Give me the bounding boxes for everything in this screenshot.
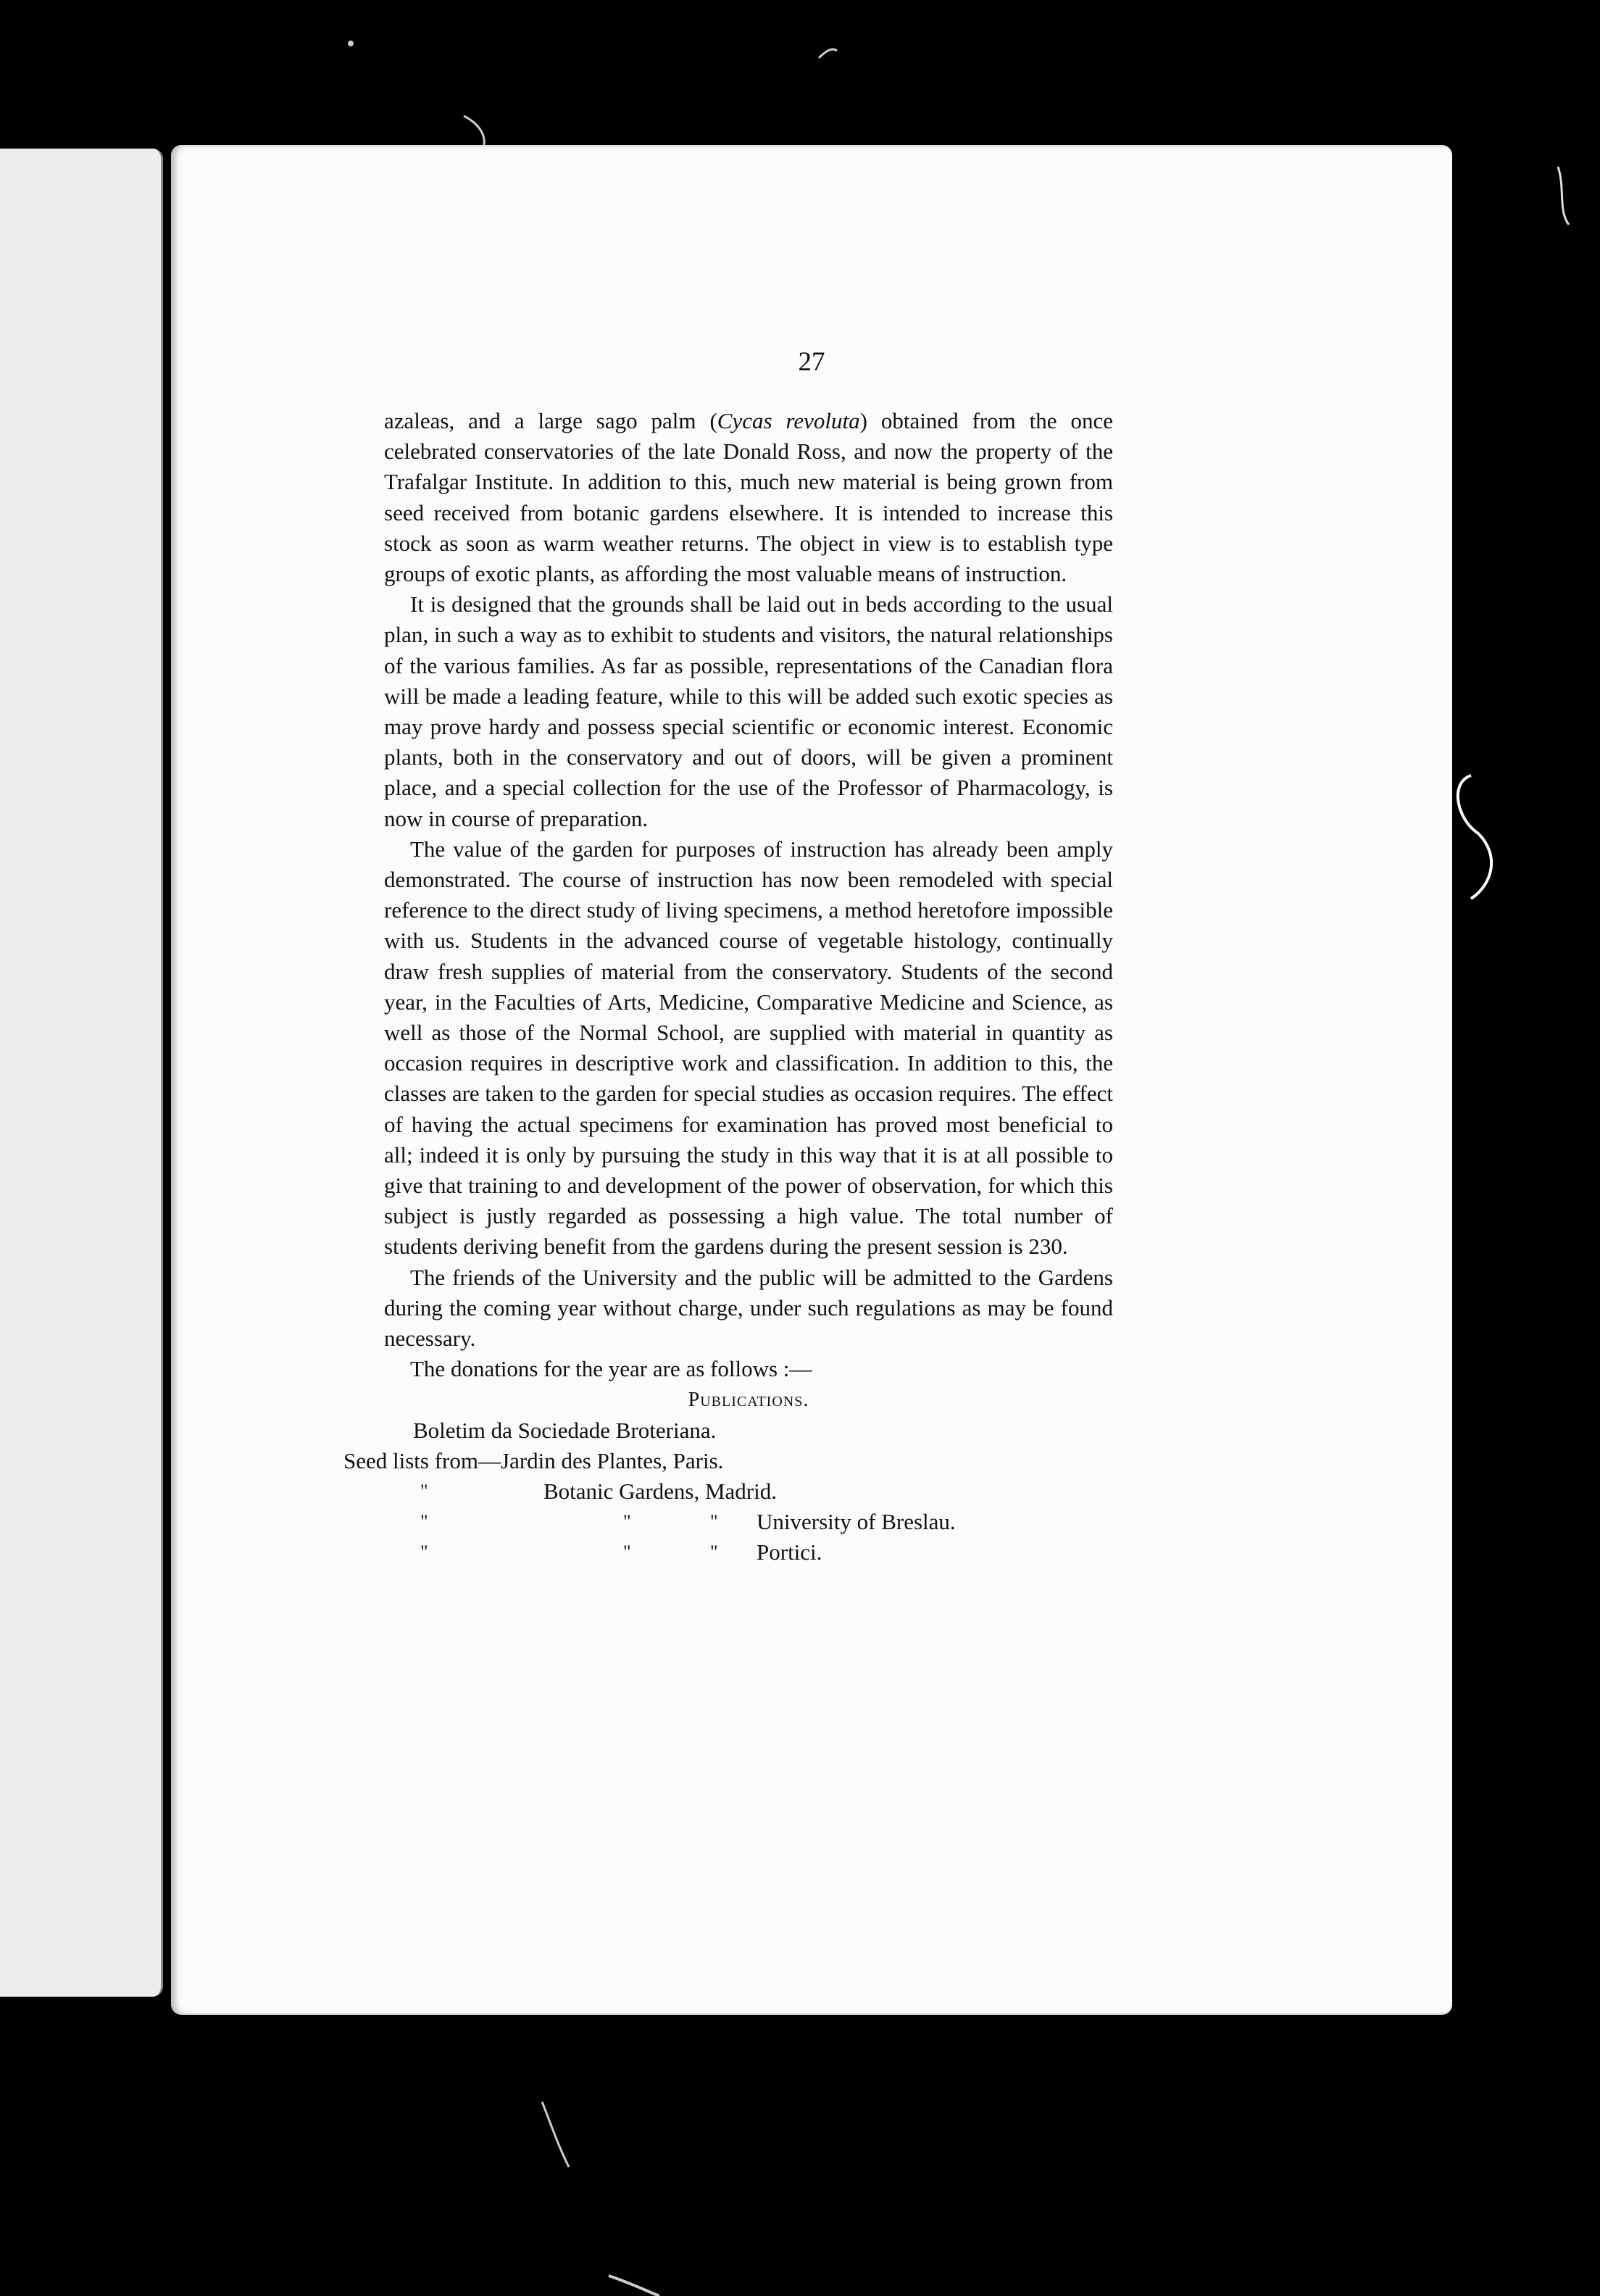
list-item [384, 1415, 1113, 1446]
section-heading-publications: Publications. [688, 1388, 809, 1411]
ditto-mark: " [710, 1542, 718, 1563]
list-item-prefix: Seed lists from— [343, 1447, 501, 1473]
ditto-mark: " [623, 1511, 631, 1533]
list-item-title: Botanic Gardens, Madrid. [543, 1478, 777, 1505]
paragraph-1-text-a: azaleas, and a large sago palm ( [384, 408, 717, 433]
donations-list [343, 1415, 1113, 1568]
paragraph-1 [384, 406, 1113, 589]
ditto-mark: " [420, 1481, 428, 1502]
ditto-mark: " [420, 1542, 428, 1563]
list-item [384, 1537, 1113, 1568]
page-number: 27 [798, 347, 825, 377]
ditto-mark: " [420, 1511, 428, 1533]
paragraph-2 [384, 589, 1113, 834]
paragraph-2-text: It is designed that the grounds shall be laid out in beds according to the usual plan, in such a way as to exhibit to students and visitors, the natural relationships of the various families. As far as possible, representations of the Canadian flora will be made a leading feature, while to this will be added such exotic species as may prove hardy and possess special scientific or economic interest. Economic plants, both in the conservatory and out of doors, will be given a prominent place, and a special collection for the use of the Professor of Pharmacology, is now in course of preparation. [384, 591, 1113, 831]
paragraph-4 [384, 1263, 1113, 1355]
list-item [384, 1507, 1113, 1537]
species-name: Cycas revoluta [717, 408, 860, 433]
list-item-title: University of Breslau. [757, 1509, 956, 1535]
donations-intro: The donations for the year are as follows :— [410, 1356, 812, 1382]
document-page [171, 145, 1452, 2015]
list-item-title: Jardin des Plantes, Paris. [501, 1447, 724, 1473]
paragraph-3-text: The value of the garden for purposes of instruction has already been amply demonstrated. The course of instruction has now been remodeled with special reference to the direct study of living specimens, a method heretofore impossible with us. Students in the advanced course of vegetable histology, continually draw fresh supplies of material from the conservatory. Students of the second year, in the Faculties of Arts, Medicine, Comparative Medicine and Science, as well as those of the Normal School, are supplied with material in quantity as occasion requires in descriptive work and classification. In addition to this, the classes are taken to the garden for special studies as occasion requires. The effect of having the actual specimens for examination has proved most beneficial to all; indeed it is only by pursuing the study in this way that it is at all possible to give that training to and development of the power of observation, for which this subject is justly regarded as possessing a high value. The total number of students deriving benefit from the gardens during the present session is 230. [384, 836, 1113, 1260]
ditto-mark: " [623, 1542, 631, 1563]
paragraph-3 [384, 834, 1113, 1263]
paragraph-4-text: The friends of the University and the public will be admitted to the Gardens during the coming year without charge, under such regulations as may be found necessary. [384, 1264, 1113, 1352]
list-item-title: Portici. [757, 1539, 822, 1565]
ditto-mark: " [710, 1511, 718, 1533]
list-item [384, 1476, 1113, 1507]
paragraph-1-text-b: ) obtained from the once celebrated conservatories of the late Donald Ross, and now the property of the Trafalgar Institute. In addition to this, much new material is being grown from seed received from botanic gardens elsewhere. It is intended to increase this stock as soon as warm weather returns. The object in view is to establish type groups of exotic plants, as affording the most valuable means of instruction. [384, 408, 1113, 587]
list-item [343, 1446, 1113, 1476]
body-text [343, 406, 1113, 1568]
list-item-title: Boletim da Sociedade Broteriana. [413, 1417, 717, 1443]
previous-page-edge [0, 149, 163, 1997]
